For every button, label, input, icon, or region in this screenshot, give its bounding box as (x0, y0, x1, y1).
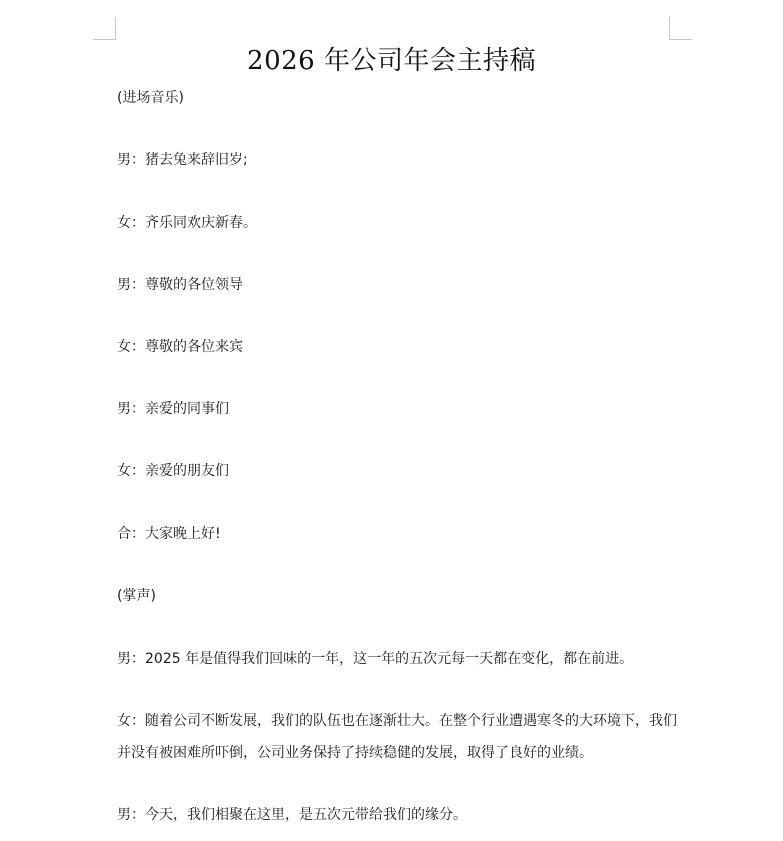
paragraph-line-1: 男：猪去兔来辞旧岁; (117, 152, 248, 168)
paragraph-line-2: 女：齐乐同欢庆新春。 (117, 215, 257, 231)
paragraph-line-7: 合：大家晚上好! (117, 526, 221, 542)
crop-mark-top-right (669, 17, 692, 40)
paragraph-applause: (掌声) (117, 588, 156, 604)
paragraph-line-6: 女：亲爱的朋友们 (117, 463, 229, 479)
paragraph-line-3: 男：尊敬的各位领导 (117, 277, 243, 293)
crop-mark-top-left (93, 17, 116, 40)
paragraph-line-9: 女：随着公司不断发展，我们的队伍也在逐渐壮大。在整个行业遭遇寒冬的大环境下，我们并没有被困难所吓倒，公司业务保持了持续稳健的发展，取得了良好的业绩。 (117, 713, 677, 761)
paragraph-line-5: 男：亲爱的同事们 (117, 401, 229, 417)
document-title: 2026 年公司年会主持稿 (247, 46, 536, 76)
paragraph-line-4: 女：尊敬的各位来宾 (117, 339, 243, 355)
paragraph-line-10: 男：今天，我们相聚在这里，是五次元带给我们的缘分。 (117, 807, 467, 823)
paragraph-entrance-music: (进场音乐) (117, 90, 184, 106)
paragraph-line-8: 男：2025 年是值得我们回味的一年，这一年的五次元每一天都在变化，都在前进。 (117, 651, 634, 667)
